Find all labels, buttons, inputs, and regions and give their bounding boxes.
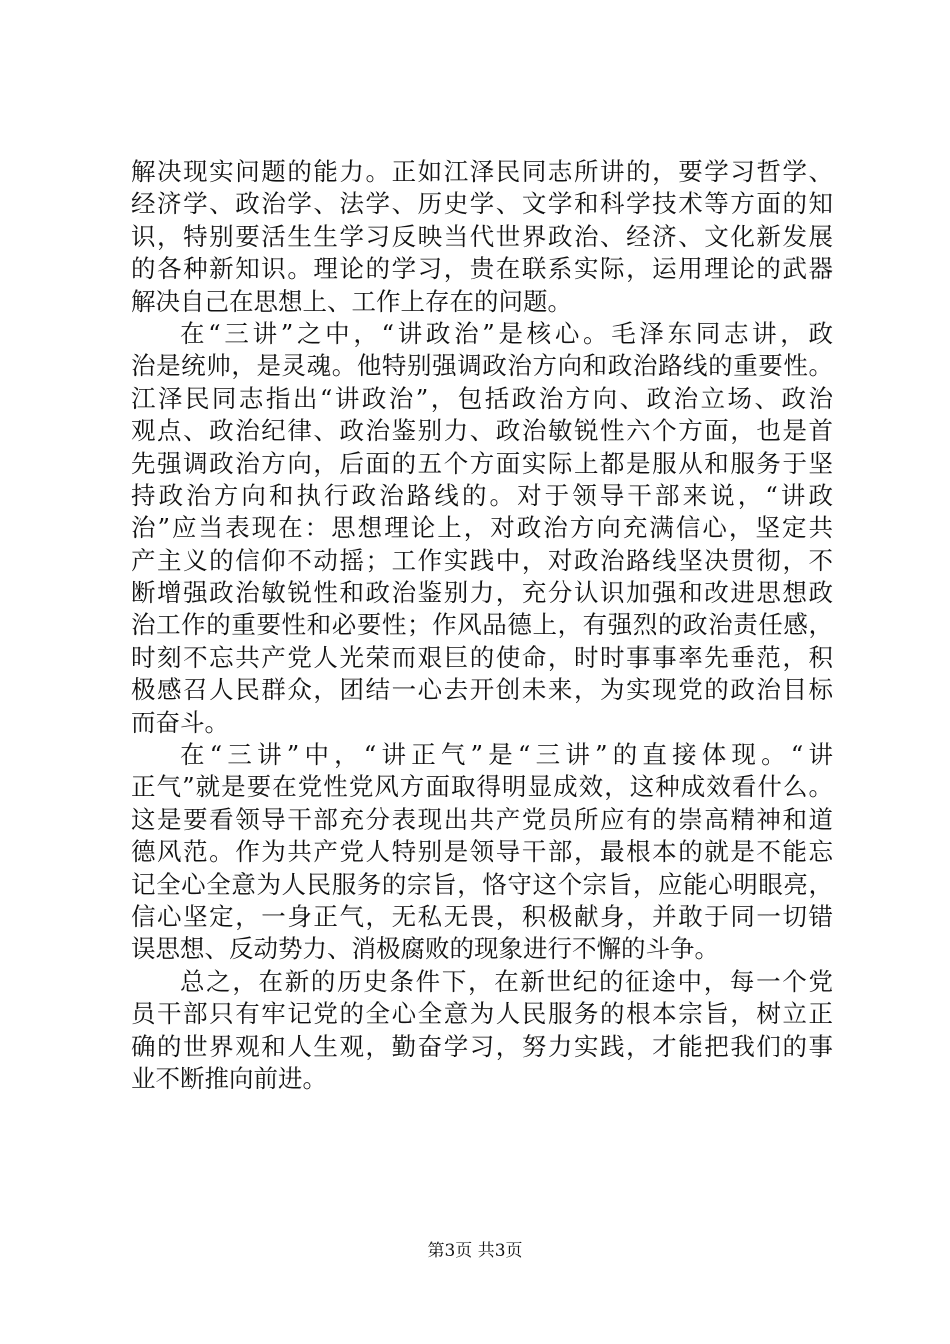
paragraph-line: 德风范。作为共产党人特别是领导干部，最根本的就是不能忘 <box>131 837 833 867</box>
paragraph-line: 确的世界观和人生观，勤奋学习，努力实践，才能把我们的事 <box>131 1031 833 1061</box>
paragraph-line: 治工作的重要性和必要性；作风品德上，有强烈的政治责任感， <box>131 610 833 640</box>
paragraph-line: 断增强政治敏锐性和政治鉴别力，充分认识加强和改进思想政 <box>131 578 833 608</box>
paragraph-line: 信心坚定，一身正气，无私无畏，积极献身，并敢于同一切错 <box>131 901 833 931</box>
paragraph-line: 识，特别要活生生学习反映当代世界政治、经济、文化新发展 <box>131 221 833 251</box>
paragraph-line: 江泽民同志指出“讲政治”，包括政治方向、政治立场、政治 <box>131 383 833 413</box>
paragraph-line: 解决现实问题的能力。正如江泽民同志所讲的，要学习哲学、 <box>131 157 833 186</box>
paragraph-line: 在“三讲”中，“讲正气”是“三讲”的直接体现。“讲 <box>180 740 833 770</box>
paragraph-line: 在“三讲”之中，“讲政治”是核心。毛泽东同志讲，政 <box>180 318 833 348</box>
paragraph-line: 先强调政治方向，后面的五个方面实际上都是服从和服务于坚 <box>131 448 833 478</box>
paragraph-line: 而奋斗。 <box>131 707 229 737</box>
paragraph-line: 持政治方向和执行政治路线的。对于领导干部来说，“讲政 <box>131 480 833 510</box>
paragraph-line: 正气”就是要在党性党风方面取得明显成效，这种成效看什么。 <box>131 772 833 802</box>
paragraph-line: 业不断推向前进。 <box>131 1063 327 1093</box>
paragraph-line: 员干部只有牢记党的全心全意为人民服务的根本宗旨，树立正 <box>131 999 833 1029</box>
paragraph-line: 误思想、反动势力、消极腐败的现象进行不懈的斗争。 <box>131 934 719 964</box>
paragraph-line: 治是统帅，是灵魂。他特别强调政治方向和政治路线的重要性。 <box>131 351 833 381</box>
paragraph-line: 观点、政治纪律、政治鉴别力、政治敏锐性六个方面，也是首 <box>131 416 833 446</box>
paragraph-line: 的各种新知识。理论的学习，贵在联系实际，运用理论的武器 <box>131 254 833 284</box>
paragraph-line: 总之，在新的历史条件下，在新世纪的征途中，每一个党 <box>180 966 833 996</box>
paragraph-line: 经济学、政治学、法学、历史学、文学和科学技术等方面的知 <box>131 189 833 219</box>
paragraph-line: 时刻不忘共产党人光荣而艰巨的使命，时时事事率先垂范，积 <box>131 642 833 672</box>
paragraph <box>131 739 833 966</box>
paragraph-line: 极感召人民群众，团结一心去开创未来，为实现党的政治目标 <box>131 675 833 705</box>
paragraph-line: 解决自己在思想上、工作上存在的问题。 <box>131 286 572 316</box>
paragraph-line: 记全心全意为人民服务的宗旨，恪守这个宗旨，应能心明眼亮， <box>131 869 833 899</box>
paragraph-line: 治”应当表现在：思想理论上，对政治方向充满信心，坚定共 <box>131 513 833 543</box>
paragraph-line: 这是要看领导干部充分表现出共产党员所应有的崇高精神和道 <box>131 804 833 834</box>
page-footer: 第3页 共3页 <box>427 1241 523 1261</box>
document-body <box>131 156 833 1095</box>
paragraph-line: 产主义的信仰不动摇；工作实践中，对政治路线坚决贯彻，不 <box>131 545 833 575</box>
paragraph <box>131 318 833 739</box>
paragraph <box>131 966 833 1096</box>
paragraph <box>131 156 833 318</box>
